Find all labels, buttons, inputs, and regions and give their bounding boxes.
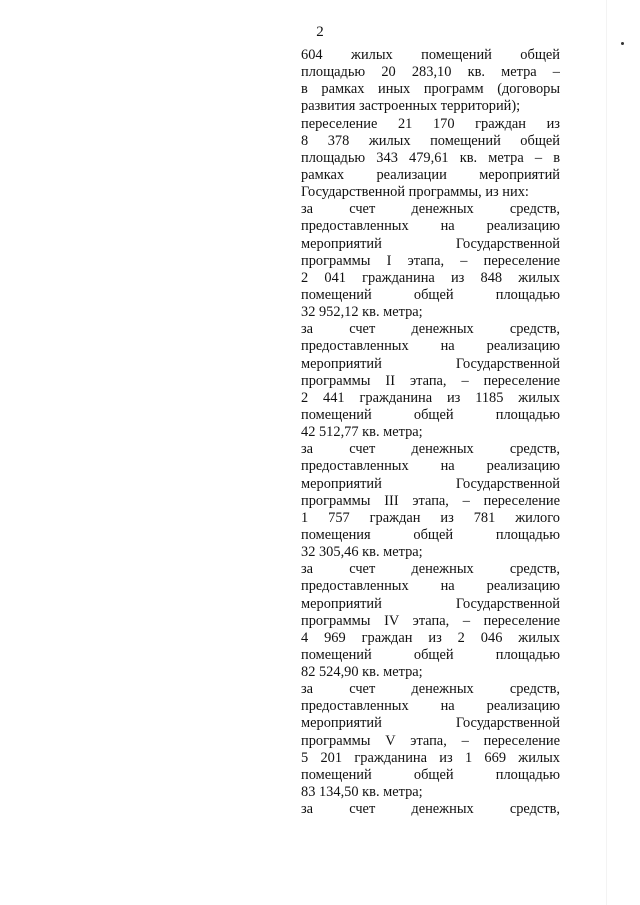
text-line: мероприятий Государственной [301,475,560,492]
text-line: 604 жилых помещений общей [301,47,560,63]
text-line: переселение 21 170 граждан из [301,115,560,132]
text-line: предоставленных на реализацию [301,578,560,595]
text-line: программы IV этапа, – переселение [301,612,560,629]
text-line: мероприятий Государственной [301,355,560,372]
text-line: предоставленных на реализацию [301,458,560,475]
text-line: предоставленных на реализацию [301,338,560,355]
text-line: за счет денежных средств, [301,201,560,218]
text-line: Государственной программы, из них: [301,184,529,201]
text-line: 5 201 гражданина из 1 669 жилых [301,749,560,766]
text-line: помещений общей площадью [301,286,560,303]
text-line: за счет денежных средств, [301,681,560,698]
text-line: 32 305,46 кв. метра; [301,544,423,561]
text-line: за счет денежных средств, [301,441,560,458]
text-line: 82 524,90 кв. метра; [301,664,423,681]
text-line: рамках реализации мероприятий [301,166,560,183]
text-line: помещений общей площадью [301,766,560,783]
scan-edge-line [606,0,607,905]
text-line: 42 512,77 кв. метра; [301,424,423,441]
text-line: 32 952,12 кв. метра; [301,304,423,321]
page-number: 2 [316,24,324,40]
scan-dot-mark [621,42,624,45]
text-line: площадью 20 283,10 кв. метра – [301,64,560,81]
text-line: программы III этапа, – переселение [301,492,560,509]
text-line: предоставленных на реализацию [301,218,560,235]
text-line: 2 441 гражданина из 1185 жилых [301,389,560,406]
text-line: мероприятий Государственной [301,595,560,612]
text-line: развития застроенных территорий); [301,98,521,115]
text-line: за счет денежных средств, [301,321,560,338]
text-line: 83 134,50 кв. метра; [301,784,423,801]
text-line: площадью 343 479,61 кв. метра – в [301,149,560,166]
text-line: помещения общей площадью [301,526,560,543]
text-line: мероприятий Государственной [301,235,560,252]
text-line: программы V этапа, – переселение [301,732,560,749]
text-line: 1 757 граждан из 781 жилого [301,509,560,526]
document-text-column [301,47,560,818]
text-line: программы I этапа, – переселение [301,252,560,269]
text-line: в рамках иных программ (договоры [301,81,560,98]
text-line: программы II этапа, – переселение [301,372,560,389]
text-line: мероприятий Государственной [301,715,560,732]
text-line: помещений общей площадью [301,646,560,663]
text-line: 4 969 граждан из 2 046 жилых [301,629,560,646]
text-line: за счет денежных средств, [301,801,560,818]
text-line: за счет денежных средств, [301,561,560,578]
text-line: 8 378 жилых помещений общей [301,132,560,149]
text-line: 2 041 гражданина из 848 жилых [301,269,560,286]
text-line: помещений общей площадью [301,406,560,423]
text-line: предоставленных на реализацию [301,698,560,715]
